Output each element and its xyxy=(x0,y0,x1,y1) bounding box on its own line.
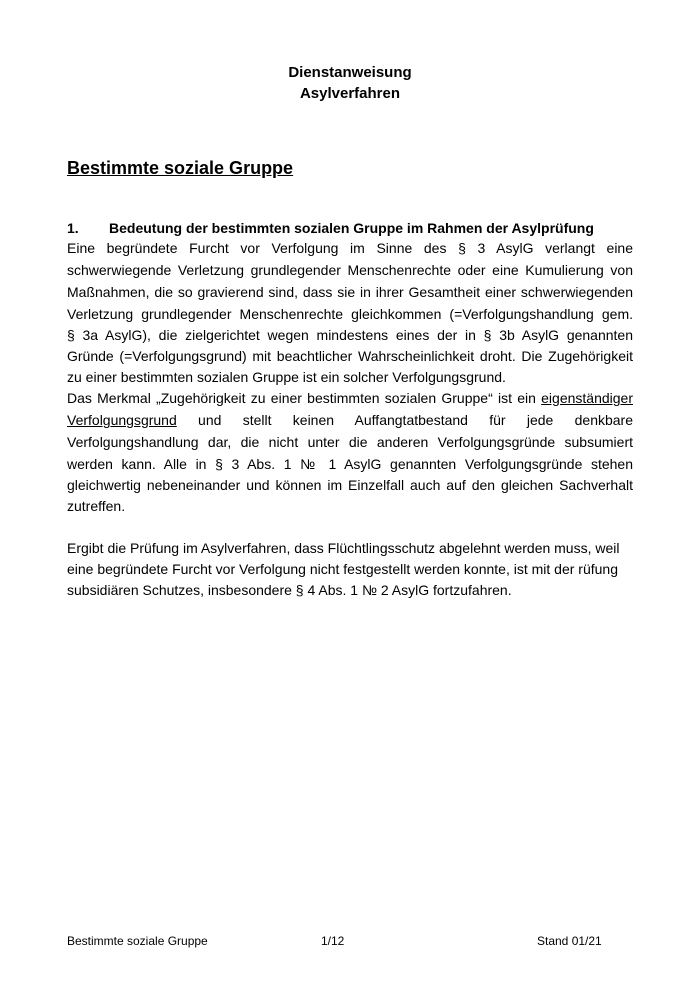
subsection-heading xyxy=(67,218,633,239)
document-title: Dienstanweisung xyxy=(288,64,412,81)
footer-page-number: 1/12 xyxy=(321,934,345,948)
paragraph-line: eine begründete Furcht vor Verfolgung nicht festgestellt werden konnte, ist mit der rüfung xyxy=(67,561,618,577)
paragraph-text: Das Merkmal „Zugehörigkeit zu einer bestimmten sozialen Gruppe“ ist ein xyxy=(67,390,542,406)
paragraph-line xyxy=(67,410,633,431)
paragraph-line: subsidiären Schutzes, insbesondere § 4 Abs. 1 № 2 AsylG fortzufahren. xyxy=(67,582,512,598)
paragraph-line: gleichwertig nebeneinander und können im Einzelfall auch auf den gleichen Sachverhalt xyxy=(67,477,633,493)
paragraph-line: Gründe (=Verfolgungsgrund) mit beachtlicher Wahrscheinlichkeit droht. Die Zugehörigkeit xyxy=(67,348,633,364)
subsection-number: 1. xyxy=(67,220,79,236)
section-title: Bestimmte soziale Gruppe xyxy=(67,158,294,178)
paragraph-line: Verletzung grundlegender Menschenrechte gleichkommen (=Verfolgungshandlung gem. xyxy=(67,306,633,322)
footer-title: Bestimmte soziale Gruppe xyxy=(67,934,208,948)
paragraph-line xyxy=(67,388,633,409)
paragraph-line: werden kann. Alle in § 3 Abs. 1 № 1 AsylG genannten Verfolgungsgründe stehen xyxy=(67,456,633,472)
paragraph-line: zu einer bestimmten sozialen Gruppe ist ein solcher Verfolgungsgrund. xyxy=(67,369,506,385)
subsection-title: Bedeutung der bestimmten sozialen Gruppe im Rahmen der Asylprüfung xyxy=(109,220,594,236)
footer-date: Stand 01/21 xyxy=(537,934,602,948)
paragraph-line: Maßnahmen, die so gravierend sind, dass sie in ihrer Gesamtheit einer schwerwiegenden xyxy=(67,284,633,300)
paragraph-line: zutreffen. xyxy=(67,498,126,514)
paragraph-text: und stellt keinen Auffangtatbestand für jede denkbare xyxy=(176,412,633,428)
underlined-term: eigenständiger xyxy=(541,390,633,406)
paragraph-line: Eine begründete Furcht vor Verfolgung im Sinne des § 3 AsylG verlangt eine xyxy=(67,240,633,256)
paragraph-line: schwerwiegende Verletzung grundlegender Menschenrechte oder eine Kumulierung von xyxy=(67,262,633,278)
document-subtitle: Asylverfahren xyxy=(299,85,401,102)
paragraph-line: § 3a AsylG), die zielgerichtet wegen mindestens eines der in § 3b AsylG genannten xyxy=(67,327,633,343)
paragraph-line: Verfolgungshandlung dar, die nicht unter die anderen Verfolgungsgründe subsumiert xyxy=(67,434,633,450)
paragraph-line: Ergibt die Prüfung im Asylverfahren, dass Flüchtlingsschutz abgelehnt werden muss, weil xyxy=(67,540,620,556)
underlined-term: Verfolgungsgrund xyxy=(67,412,177,428)
